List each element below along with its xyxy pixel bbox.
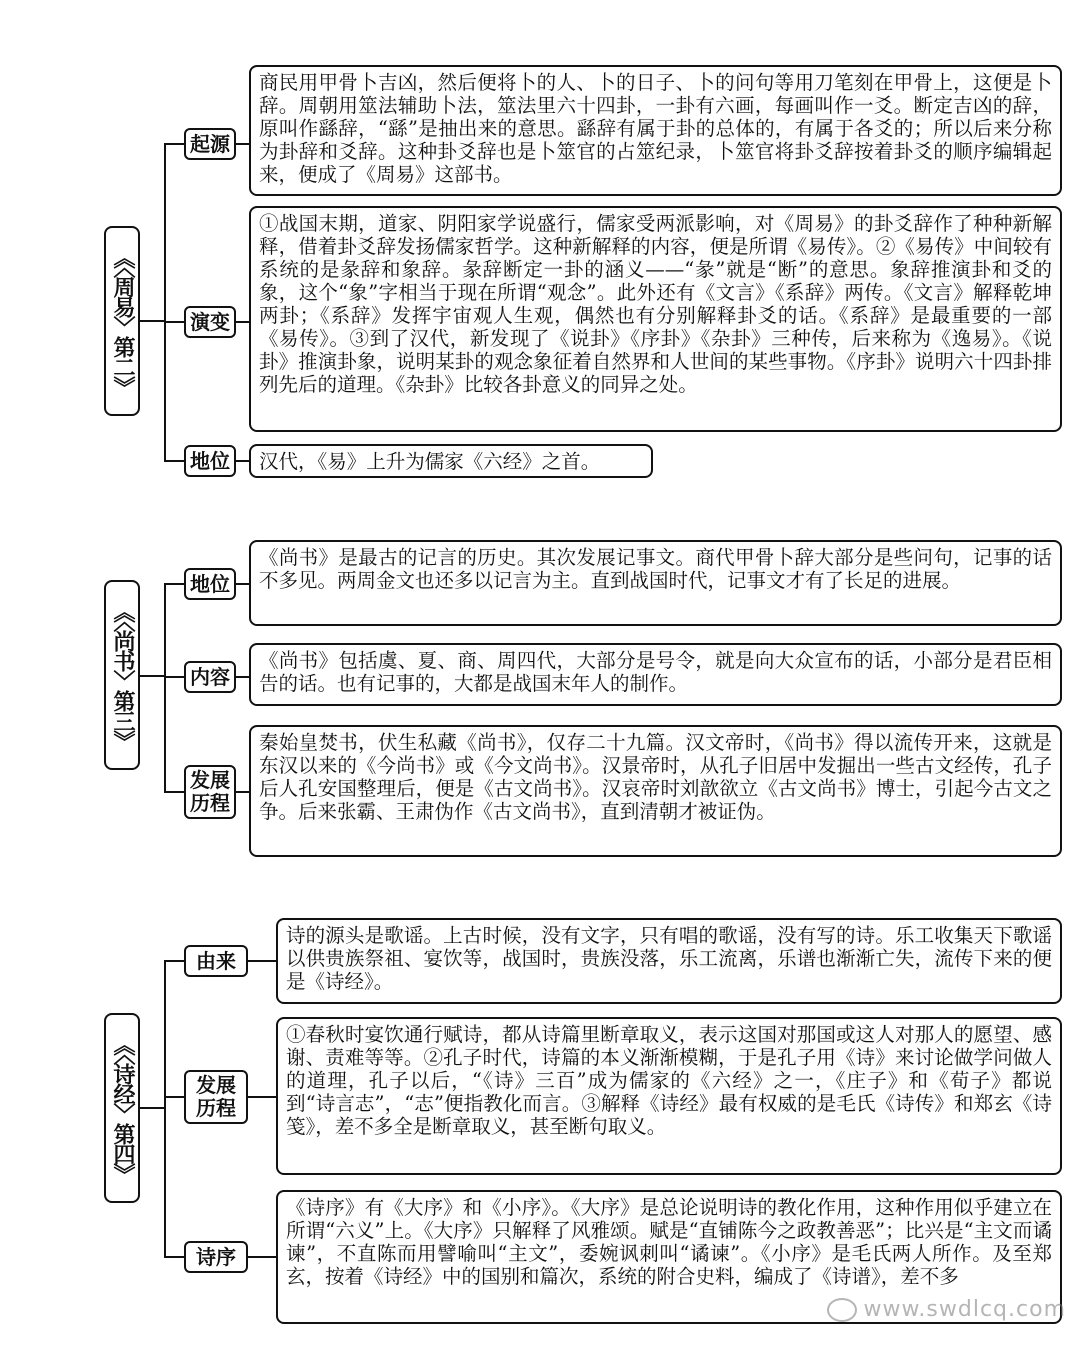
- node-content-status: [249, 540, 1062, 626]
- connector-line: [164, 583, 166, 793]
- watermark-text: www.swdlcq.com: [863, 1297, 1066, 1322]
- connector-line: [164, 583, 184, 585]
- node-label-preface: [184, 1241, 248, 1273]
- node-content-text: 《尚书》是最古的记言的历史。其次发展记事文。商代甲骨卜辞大部分是些问句，记事的话不多见。两周金文也还多以记言为主。直到战国时代，记事文才有了长足的进展。: [259, 546, 1052, 592]
- node-label-origin: [184, 128, 236, 160]
- connector-line: [164, 960, 184, 962]
- node-content-development: [249, 725, 1062, 857]
- section-title: 《〈诗经〉第四》: [110, 1033, 135, 1183]
- node-label-text: 起源: [190, 131, 230, 156]
- node-label-text: 地位: [190, 448, 230, 473]
- wechat-logo-icon: [827, 1298, 857, 1322]
- connector-line: [248, 1096, 276, 1098]
- node-label-text: 内容: [190, 664, 230, 689]
- node-label-origin: [184, 945, 248, 977]
- connector-line: [248, 960, 276, 962]
- connector-line: [164, 460, 184, 462]
- node-content-text: 《诗序》有《大序》和《小序》。《大序》是总论说明诗的教化作用，这种作用似乎建立在所谓“六义”上。《大序》只解释了风雅颂。赋是“直铺陈今之政教善恶”；比兴是“主文而谲谏”，不直陈而用譬喻叫“主文”，委婉讽刺叫“谲谏”。《小序》是毛氏两人所作。及至郑玄，按着《诗经》中的国别和篇次，系统的附合史料，编成了《诗谱》，差不多: [286, 1196, 1052, 1288]
- node-label-content: [184, 661, 236, 693]
- node-label-development: [184, 1070, 248, 1124]
- node-label-status: [184, 568, 236, 600]
- node-label-text: 发展历程: [190, 768, 230, 815]
- node-label-development: [184, 765, 236, 819]
- node-content-content: [249, 643, 1062, 706]
- section-title-box: [104, 226, 140, 416]
- connector-line: [236, 321, 249, 323]
- connector-line: [236, 583, 249, 585]
- node-content-text: 汉代，《易》上升为儒家《六经》之首。: [259, 450, 601, 473]
- node-label-evolution: [184, 306, 236, 338]
- watermark: [827, 1297, 1066, 1322]
- section-title: 《〈尚书〉第三》: [110, 600, 135, 750]
- node-content-status: [249, 444, 653, 478]
- node-content-text: 秦始皇焚书，伏生私藏《尚书》，仅存二十九篇。汉文帝时，《尚书》得以流传开来，这就是东汉以来的《今尚书》或《今文尚书》。汉景帝时，从孔子旧居中发掘出一些古文经传，孔子后人孔安国整理后，便是《古文尚书》。汉哀帝时刘歆欲立《古文尚书》博士，引起今古文之争。后来张霸、王肃伪作《古文尚书》，直到清朝才被证伪。: [259, 731, 1052, 823]
- node-label-text: 演变: [190, 309, 230, 334]
- connector-line: [140, 320, 165, 322]
- connector-line: [248, 1256, 276, 1258]
- node-content-development: [276, 1017, 1062, 1175]
- node-content-origin: [276, 918, 1062, 1004]
- connector-line: [164, 143, 166, 462]
- connector-line: [164, 143, 184, 145]
- connector-line: [164, 676, 184, 678]
- section-title-box: [104, 1013, 140, 1203]
- connector-line: [236, 460, 249, 462]
- node-content-text: 商民用甲骨卜吉凶，然后便将卜的人、卜的日子、卜的问句等用刀笔刻在甲骨上，这便是卜辞。周朝用筮法辅助卜法，筮法里六十四卦，一卦有六画，每画叫作一爻。断定吉凶的辞，原叫作繇辞，“繇”是抽出来的意思。繇辞有属于卦的总体的，有属于各爻的；所以后来分称为卦辞和爻辞。这种卦爻辞也是卜筮官的占筮纪录，卜筮官将卦爻辞按着卦爻的顺序编辑起来，便成了《周易》这部书。: [259, 71, 1052, 186]
- node-label-status: [184, 445, 236, 477]
- connector-line: [164, 791, 184, 793]
- node-content-evolution: [249, 206, 1062, 432]
- node-label-text: 地位: [190, 571, 230, 596]
- connector-line: [140, 675, 165, 677]
- section-title: 《〈周易〉第二》: [110, 246, 135, 396]
- node-content-text: ①战国末期，道家、阴阳家学说盛行，儒家受两派影响，对《周易》的卦爻辞作了种种新解释，借着卦爻辞发扬儒家哲学。这种新解释的内容，便是所谓《易传》。②《易传》中间较有系统的是彖辞和象辞。彖辞断定一卦的涵义——“彖”就是“断”的意思。象辞推演卦和爻的象，这个“象”字相当于现在所谓“观念”。此外还有《文言》《系辞》两传。《文言》解释乾坤两卦；《系辞》发挥宇宙观人生观，偶然也有分别解释卦爻的话。《系辞》是最重要的一部《易传》。③到了汉代，新发现了《说卦》《序卦》《杂卦》三种传，后来称为《逸易》。《说卦》推演卦象，说明某卦的观念象征着自然界和人世间的某些事物。《序卦》说明六十四卦排列先后的道理。《杂卦》比较各卦意义的同异之处。: [259, 212, 1052, 396]
- node-content-text: 《尚书》包括虞、夏、商、周四代，大部分是号令，就是向大众宣布的话，小部分是君臣相告的话。也有记事的，大都是战国末年人的制作。: [259, 649, 1052, 695]
- connector-line: [236, 143, 249, 145]
- node-content-origin: [249, 65, 1062, 196]
- node-content-text: 诗的源头是歌谣。上古时候，没有文字，只有唱的歌谣，没有写的诗。乐工收集天下歌谣以供贵族祭祖、宴饮等，战国时，贵族没落，乐工流离，乐谱也渐渐亡失，流传下来的便是《诗经》。: [286, 924, 1052, 993]
- connector-line: [164, 1096, 184, 1098]
- connector-line: [236, 676, 249, 678]
- node-label-text: 由来: [196, 948, 236, 973]
- connector-line: [140, 1107, 165, 1109]
- connector-line: [236, 791, 249, 793]
- connector-line: [164, 960, 166, 1258]
- connector-line: [164, 321, 184, 323]
- connector-line: [164, 1256, 184, 1258]
- section-title-box: [104, 580, 140, 770]
- node-label-text: 诗序: [196, 1244, 236, 1269]
- node-content-text: ①春秋时宴饮通行赋诗，都从诗篇里断章取义，表示这国对那国或这人对那人的愿望、感谢、责难等等。②孔子时代，诗篇的本义渐渐模糊，于是孔子用《诗》来讨论做学问做人的道理，孔子以后，“《诗》三百”成为儒家的《六经》之一，《庄子》和《荀子》都说到“诗言志”，“志”便指教化而言。③解释《诗经》最有权威的是毛氏《诗传》和郑玄《诗笺》，差不多全是断章取义，甚至断句取义。: [286, 1023, 1052, 1138]
- node-label-text: 发展历程: [196, 1073, 236, 1120]
